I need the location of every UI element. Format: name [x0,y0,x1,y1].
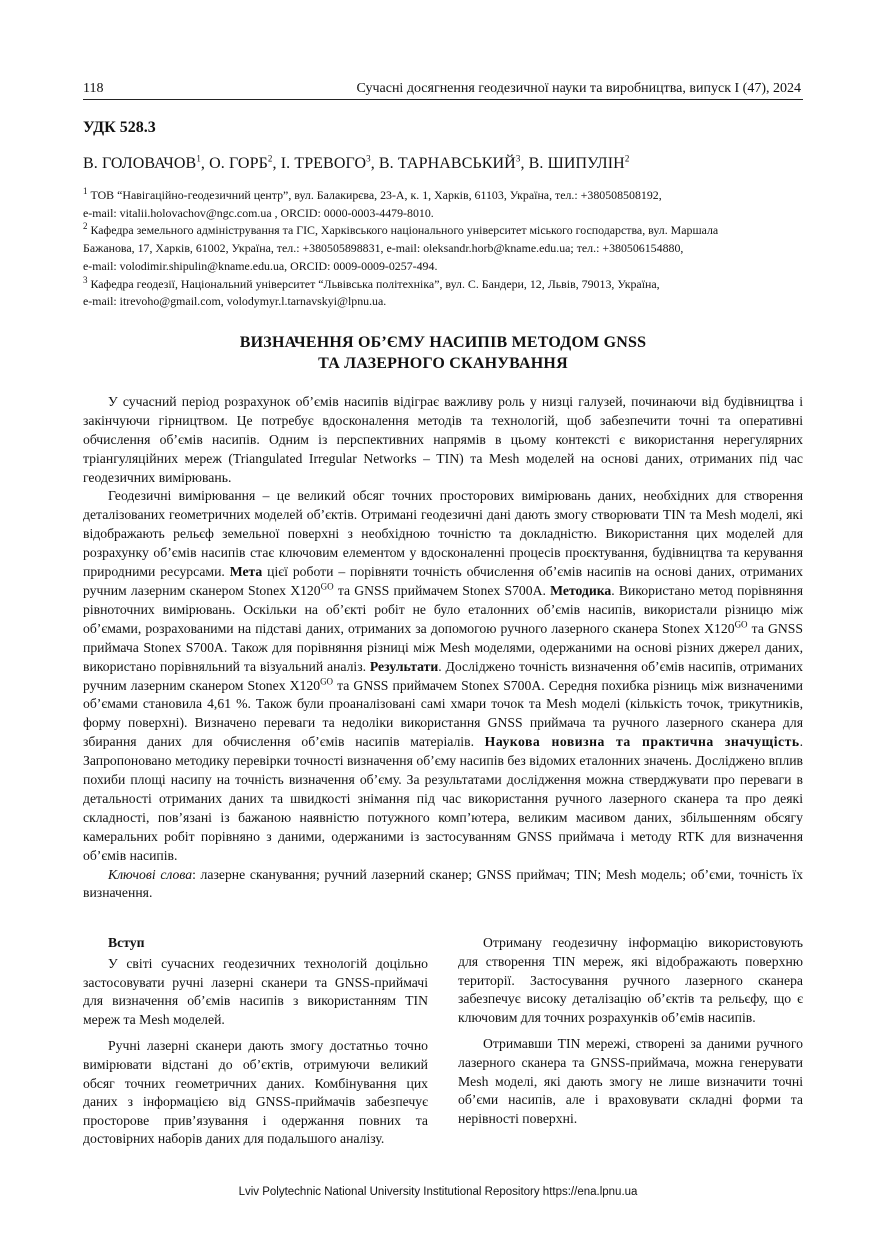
right-column [458,934,803,1149]
abstract-paragraph: У сучасний період розрахунок об’ємів насипів відіграє важливу роль у низці галузей, починаючи від будівництва і закінчуючи гірництвом. Це потребує вдосконалення методів та технологій, щоб забезпечити точні та оперативні обчислення об’ємів насипів. Одним із перспективних напрямів в цьому контексті є використання нерегулярних тріангуляційних мереж (Triangulated Irregular Networks – TIN) та Mesh моделей на основі даних, отриманих під час геодезичних вимірювань. [83,393,803,485]
journal-title: Сучасні досягнення геодезичної науки та виробництва, випуск I (47), 2024 [356,81,801,96]
affiliation-1: $^1$ ТОВ “Навігаційно-геодезичний центр”, вул. Балакирєва, 23-А, к. 1, Харків, 61103, Україна, тел.: +380508508192, e-mail: vitalii.holovachov@ngc.com.ua , ORCID: 0000-0003-4479-8010. [83,186,662,220]
affiliation-2: $^2$ Кафедра земельного адміністрування та ГІС, Харківського національного університет міського господарства, вул. Маршала Бажанова, 17, Харків, 61002, Україна, тел.: +380505898831, e-mail: oleksandr.horb@kname.edu.ua; тел.: +380506154880, e-mail: volodimir.shipulin@kname.edu.ua, ORCID: 0009-0009-0257-494. [83,221,719,273]
author-list [83,154,803,173]
author: О. ГОРБ$^2$, [209,153,281,172]
paper-title: ВИЗНАЧЕННЯ ОБ’ЄМУ НАСИПІВ МЕТОДОМ GNSS ТА ЛАЗЕРНОГО СКАНУВАННЯ [239,333,647,372]
author: В. ШИПУЛІН$^2$ [528,153,630,172]
keywords: Ключові слова: лазерне сканування; ручний лазерний сканер; GNSS приймач; TIN; Mesh модель; об’єми, точність їх визначення. [83,866,803,901]
author: І. ТРЕВОГО$^3$, [280,153,379,172]
left-column [83,934,428,1149]
affiliation-3: $^3$ Кафедра геодезії, Національний університет “Львівська політехніка”, вул. С. Бандери, 12, Львів, 79013, Україна, e-mail: itrevoho@gmail.com, volodymyr.l.tarnavskyi@lpnu.ua. [83,274,660,309]
body-paragraph: У світі сучасних геодезичних технологій доцільно застосовувати ручні лазерні сканери та GNSS-приймачі для визначення об’ємів насипів з використанням TIN мереж та Mesh моделей. [83,955,428,1027]
abstract [83,393,803,903]
affiliations [83,187,803,311]
page-number: 118 [83,81,104,96]
author: В. ТАРНАВСЬКИЙ$^3$, [378,153,529,172]
running-header [83,80,803,100]
body-columns [83,934,803,1149]
repository-footer: Lviv Polytechnic National University Institutional Repository https://ena.lpnu.ua [238,1186,638,1198]
body-paragraph: Ручні лазерні сканери дають змогу достатньо точно вимірювати відстані до об’єктів, отримуючи великий обсяг точних геометричних даних. Комбінування цих даних з інформацією від GNSS-приймачів забезпечує просторове прив’язування і одержання повних та достовірних наборів даних для подальшого аналізу. [83,1038,428,1147]
abstract-paragraph: Геодезичні вимірювання – це великий обсяг точних просторових вимірювань даних, необхідних для створення деталізованих геометричних моделей об’єктів. Отримані геодезичні дані дають змогу створювати TIN та Mesh моделі, які відображають рельєф земельної поверхні з необхідною точністю та докладністю. Використання цих моделей для розрахунку об’ємів насипів стає ключовим елементом у вдосконаленні процесів проєктування, будівництва та керування природними ресурсами. Мета цієї роботи – порівняти точність обчислення об’ємів насипів на основі даних, отриманих ручним лазерним сканером Stonex $X120^{GO}$ та GNSS приймачем Stonex S700A. Методика. Використано метод порівняння рівноточних вимірювань. Оскільки на об’єкті робіт не було еталонних об’ємів насипів, використали різницю між об’ємами, розрахованими на підставі даних, отриманих за допомогою ручного лазерного сканера Stonex $X120^{GO}$ та GNSS приймача Stonex S700A. Також для порівняння різниці між Mesh моделями, одержаними на основі різних джерел даних, використано порівняльний та візуальний аналіз. Результати. Досліджено точність визначення об’ємів насипів, отриманих ручним лазерним сканером Stonex $X120^{GO}$ та GNSS приймачем Stonex S700A. Середня похибка різниць між визначеними об’ємами становила 4,61 %. Також були проаналізовані самі хмари точок та Mesh моделі (кількість точок, трикутників, форму поверхні). Визначено переваги та недоліки використання GNSS приймача та ручного лазерного сканера для збирання даних для обчислення об’ємів насипів матеріалів. Наукова новизна та практична значущість. Запропоновано методику перевірки точності визначення об’єму насипів без відомих еталонних значень. Досліджено вплив похиби площі насипу на точність визначення об’єму. За результатами дослідження можна стверджувати про переваги в детальності отриманих даних та швидкості знімання під час використання ручного лазерного сканера та про деякі складності, пов’язані із бажаною наявністю потужного комп’ютера, великим масивом даних, збільшенням обсягу камеральних робіт порівняно з даними, одержаними із застосуванням GNSS приймача і методу RTK для визначення об’ємів насипів. [83,488,804,863]
body-paragraph: Отримавши TIN мережі, створені за даними ручного лазерного сканера та GNSS-приймача, можна генерувати Mesh моделі, які дають змогу не лише визначити точні об’єми насипів, але і враховувати складні форми та нерівності поверхні. [458,1036,803,1126]
body-paragraph: Отриману геодезичну інформацію використовують для створення TIN мереж, які відображають поверхню території. Застосування ручного лазерного сканера забезпечує високу деталізацію об’єктів та рельєфу, що є ключовим для точних розрахунків об’ємів насипів. [458,935,803,1025]
author: В. ГОЛОВАЧОВ$^1$, [83,153,210,172]
udk-code: УДК 528.3 [83,119,156,136]
paper-page [83,80,803,1149]
section-heading: Вступ [108,935,145,951]
